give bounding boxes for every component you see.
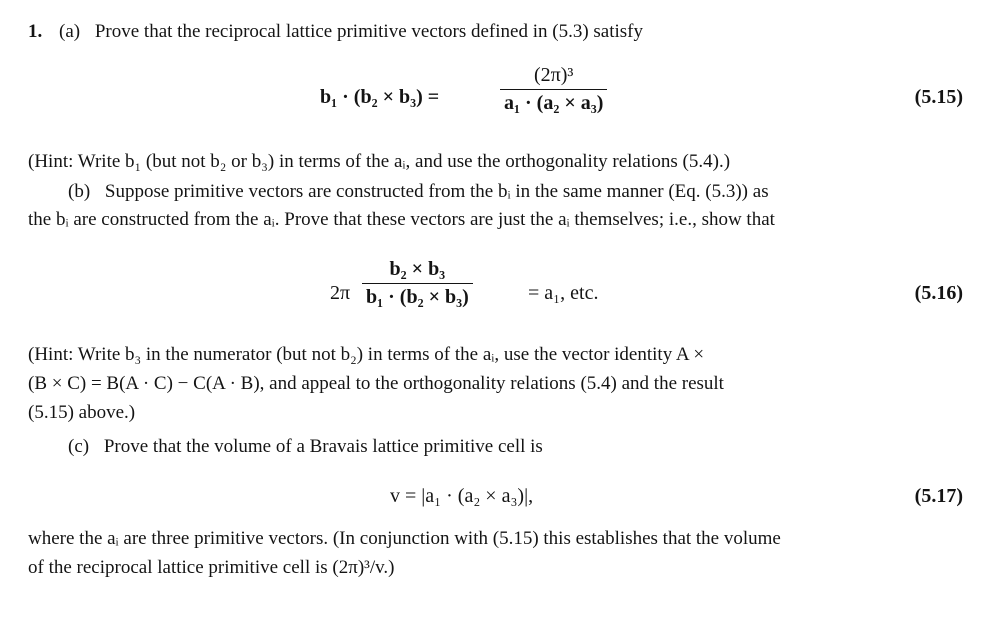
part-c-outro-line2: of the reciprocal lattice primitive cell is (2π)³/v.)	[28, 557, 395, 578]
eq-5-16-tag: (5.16)	[914, 282, 963, 304]
eq-5-17-tag: (5.17)	[914, 485, 963, 507]
eq-5-15-denominator: a₁ · (a₂ × a₃)	[500, 89, 607, 115]
eq-5-15-tag: (5.15)	[914, 86, 963, 108]
part-a-hint: (Hint: Write b₁ (but not b₂ or b₃) in terms of the aᵢ, and use the orthogonality relations (5.4).)	[28, 151, 731, 172]
part-b-line2: the bᵢ are constructed from the aᵢ. Prove that these vectors are just the aᵢ themselves; i.e., show that	[28, 209, 775, 230]
problem-number: 1.	[28, 21, 43, 42]
part-c-intro: Prove that the volume of a Bravais lattice primitive cell is	[103, 436, 543, 457]
part-c-line1	[68, 435, 543, 459]
part-b-line1	[68, 180, 769, 204]
part-b-label: (b)	[68, 181, 91, 202]
eq-5-17: v = |a₁ · (a₂ × a₃)|,	[390, 485, 534, 507]
part-a-label: (a)	[59, 21, 81, 42]
eq-5-15-lhs: b₁ · (b₂ × b₃) =	[320, 86, 440, 108]
eq-5-16-fraction	[362, 258, 473, 309]
eq-5-15-fraction	[500, 64, 607, 115]
eq-5-16-coefficient: 2π	[330, 282, 351, 304]
part-b-hint-line2: (B × C) = B(A · C) − C(A · B), and appeal to the orthogonality relations (5.4) and the result	[28, 373, 724, 394]
eq-5-16-denominator: b₁ · (b₂ × b₃)	[362, 283, 473, 309]
part-b-text1: Suppose primitive vectors are constructed from the bᵢ in the same manner (Eq. (5.3)) as	[104, 181, 769, 202]
part-b-hint-line1: (Hint: Write b₃ in the numerator (but not b₂) in terms of the aᵢ, use the vector identity A ×	[28, 344, 705, 365]
part-b-hint-line3: (5.15) above.)	[28, 402, 136, 423]
problem-heading	[28, 20, 643, 44]
eq-5-16-rhs: = a₁, etc.	[528, 282, 599, 304]
part-c-label: (c)	[68, 436, 90, 457]
eq-5-16-numerator: b₂ × b₃	[389, 258, 446, 280]
eq-5-15-numerator: (2π)³	[533, 64, 574, 86]
part-a-intro: Prove that the reciprocal lattice primitive vectors defined in (5.3) satisfy	[94, 21, 644, 42]
part-c-outro-line1: where the aᵢ are three primitive vectors. (In conjunction with (5.15) this establishes that the volume	[28, 528, 781, 549]
